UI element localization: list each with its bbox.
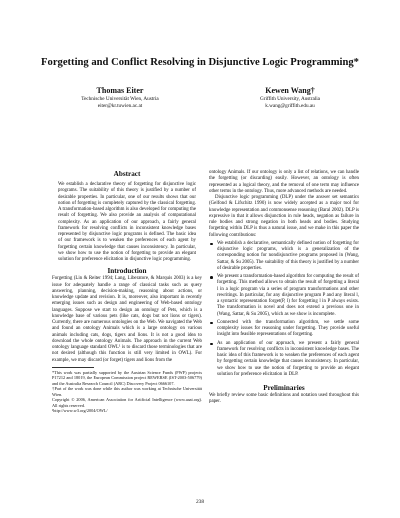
left-column — [52, 170, 202, 414]
preliminaries-heading: Preliminaries — [263, 384, 305, 392]
body-paragraph: ontology Animals. If our ontology is only a list of relations, we can handle the forgetting (or discarding) easily. However, an ontology is often represented as a logical theory, and the removal of one term may influence other terms in the ontology. Thus, more advanced methods are needed. — [209, 170, 359, 194]
bullet-icon — [210, 243, 213, 246]
author-name: Thomas Eiter — [96, 86, 144, 95]
introduction-paragraph: Forgetting (Lin & Reiter 1994; Lang, Liberatore, & Marquis 2003) is a key issue for adequately handle a range of classical tasks such as query answering, planning, decision-making, reasoning about actions, or knowledge update and revision. It is, moreover, also important in recently emerging issues such as design and engineering of Web-based ontology languages. Suppose we start to design an ontology of Pets, which is a knowledge base of various pets (like cats, dogs but not lions or tigers). Currently, there are numerous ontologies on the Web. We navigated the Web and found an ontology Animals which is a large ontology on various animals including cats, dogs, tigers and lions. It is not a good idea to download the whole ontology Animals. The approach in the current Web ontology language standard OWL¹ is to discard those terminologies that are not desired (although this function is still very limited in OWL). For example, we may discard (or forget) tigers and lions from the — [52, 276, 202, 363]
footnotes — [52, 370, 202, 414]
bullet-icon — [210, 322, 213, 325]
author-affiliation: Griffith University, Australia — [260, 96, 320, 102]
abstract-heading: Abstract — [113, 170, 141, 178]
bullet-icon — [210, 276, 213, 279]
list-item-text: We establish a declarative, semantically defined notion of forgetting for disjunctive logic programs, which is a generalization of the corresponding notion for nondisjunctive programs proposed in (Wang, Sattar, & Su 2005). The suitability of this theory is justified by a number of desirable properties. — [217, 240, 359, 271]
list-item-text: As an application of our approach, we present a fairly general framework for resolving conflicts in inconsistent knowledge bases. The basic idea of this framework is to weaken the preferences of each agent by forgetting certain knowledge that causes inconsistency. In particular, we show how to use the notion of forgetting to provide an elegant solution for preference elicitation in DLP. — [217, 340, 359, 377]
footnote-rule — [52, 367, 94, 368]
right-column — [209, 170, 359, 406]
list-item — [209, 320, 359, 339]
abstract-text: We establish a declarative theory of forgetting for disjunctive logic programs. The suitability of this theory is justified by a number of desirable properties. In particular, one of our results shows that our notion of forgetting is completely captured by the classical forgetting. A transformation-based algorithm is also developed for computing the result of forgetting. We also provide an analysis of computational complexity. As an application of our approach, a fairly general framework for resolving conflicts in inconsistent knowledge bases represented by disjunctive logic programs is defined. The basic idea of our framework is to weaken the preferences of each agent by forgetting certain knowledge that causes inconsistency. In particular, we show how to use the notion of forgetting to provide an elegant solution for preference elicitation in disjunctive logic programming. — [58, 182, 196, 262]
footnote-author-note: †Part of the work was done while this author was working at Technische Universität Wien. — [52, 386, 202, 397]
introduction-heading: Introduction — [107, 267, 147, 276]
preliminaries-text: We briefly review some basic definitions and notation used throughout this paper. — [209, 393, 359, 405]
author-block-1 — [40, 86, 200, 109]
author-email: eiter@kr.tuwien.ac.at — [97, 102, 143, 109]
list-item — [209, 241, 359, 272]
list-item — [209, 274, 359, 318]
author-email: k.wang@griffith.edu.au — [265, 102, 315, 109]
list-item-text: Connected with the transformation algorithm, we settle some complexity issues for reasoning under forgetting. They provide useful insight into feasible representations of forgetting. — [217, 319, 359, 338]
footnote-copyright: Copyright © 2006, American Association for Artificial Intelligence (www.aaai.org). All rights reserved. — [52, 397, 202, 408]
bullet-icon — [210, 343, 213, 346]
page-number: 238 — [195, 499, 205, 505]
body-paragraph: Disjunctive logic programming (DLP) under the answer set semantics (Gelfond & Lifschitz 1990) is now widely accepted as a major tool for knowledge representation and commonsense reasoning (Baral 2002). DLP is expressive in that it allows disjunction in rule heads, negation as failure in rule bodies and strong negation in both heads and bodies. Studying forgetting within DLP is thus a natural issue, and we make in this paper the following contributions: — [209, 195, 359, 238]
footnote-funding: *This work was partially supported by the Austrian Science Funds (FWF) projects P17212 and 18019, the European Commission project REWERSE (IST-2003-506779) and the Australia Research Council (ARC) Discovery Project 0666107. — [52, 369, 202, 386]
footnote-url: ¹http://www.w3.org/2004/OWL/ — [52, 408, 108, 414]
paper-title: Forgetting and Conflict Resolving in Disjunctive Logic Programming* — [41, 57, 359, 68]
author-name: Kewen Wang† — [265, 86, 315, 95]
list-item — [209, 341, 359, 379]
author-block-2 — [210, 86, 370, 109]
contributions-list — [209, 241, 359, 378]
author-affiliation: Technische Universität Wien, Austria — [81, 96, 159, 102]
list-item-text: We present a transformation-based algorithm for computing the result of forgetting. This method allows to obtain the result of forgetting a literal l in a logic program via a series of program transformations and other rewritings. In particular, for any disjunctive program P and any literal l, a syntactic representation forget(P, l) for forgetting l in P always exists. The transformation is novel and does not extend a previous one in (Wang, Sattar, & Su 2005), which as we show is incomplete. — [217, 274, 359, 317]
